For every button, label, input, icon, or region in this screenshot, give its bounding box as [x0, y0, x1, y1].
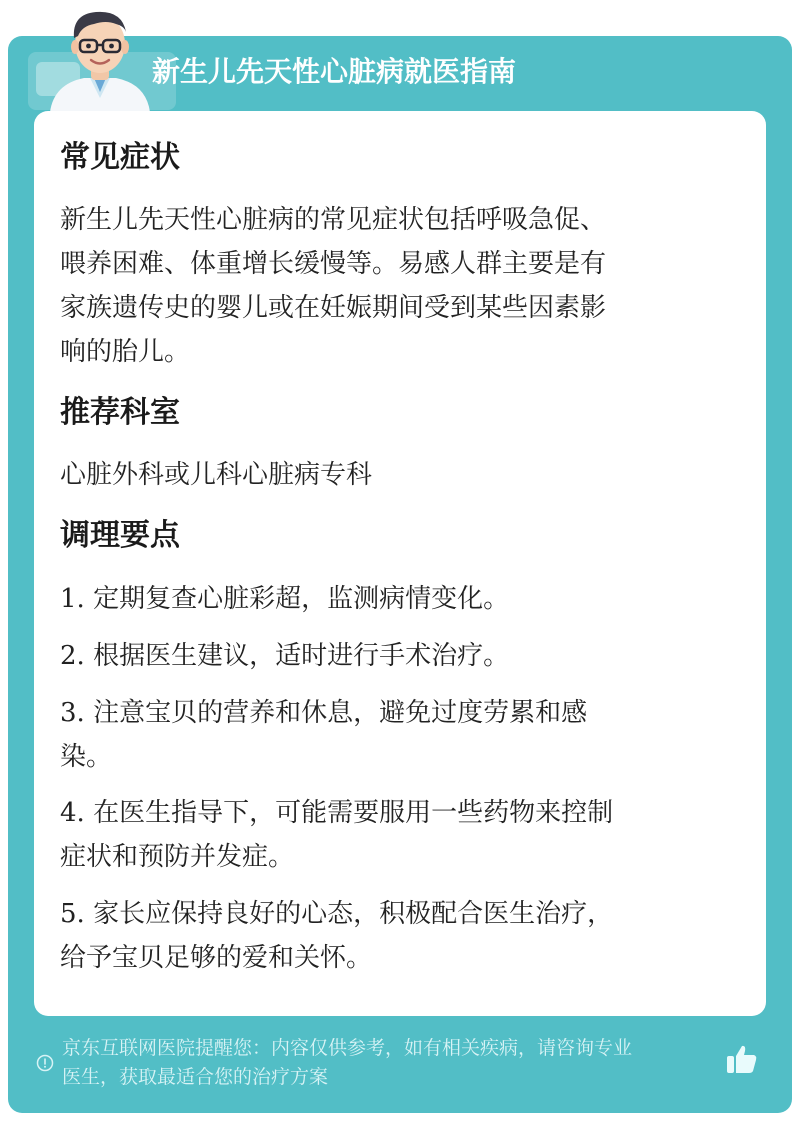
thumbs-up-icon[interactable] — [724, 1041, 760, 1077]
care-item-number: 3. — [60, 698, 85, 728]
care-item — [60, 577, 740, 621]
section-title-department: 推荐科室 — [60, 395, 180, 430]
symptoms-line: 喂养困难、体重增长缓慢等。易感人群主要是有 — [60, 249, 607, 279]
care-item — [60, 691, 740, 779]
doctor-avatar-icon — [44, 2, 156, 112]
section-title-care: 调理要点 — [60, 518, 180, 553]
care-item — [60, 892, 740, 980]
symptoms-line: 响的胎儿。 — [60, 337, 191, 367]
symptoms-line: 新生儿先天性心脏病的常见症状包括呼吸急促、 — [60, 205, 607, 235]
care-item-text: 定期复查心脏彩超，监测病情变化。 — [93, 584, 510, 614]
care-item-text: 家长应保持良好的心态，积极配合医生治疗， — [93, 899, 614, 929]
symptoms-line: 家族遗传史的婴儿或在妊娠期间受到某些因素影 — [60, 293, 607, 323]
department-text: 心脏外科或儿科心脏病专科 — [60, 460, 373, 490]
care-item-text: 根据医生建议，适时进行手术治疗。 — [93, 641, 510, 671]
care-item-number: 5. — [60, 899, 85, 929]
care-item — [60, 634, 740, 678]
care-item-number: 1. — [60, 584, 85, 614]
care-item-text: 症状和预防并发症。 — [60, 842, 295, 872]
disclaimer-line: 京东互联网医院提醒您：内容仅供参考，如有相关疾病，请咨询专业 — [62, 1037, 633, 1059]
info-icon — [36, 1054, 54, 1072]
disclaimer-line: 医生，获取最适合您的治疗方案 — [62, 1066, 329, 1088]
symptoms-text — [60, 198, 740, 374]
care-item-number: 4. — [60, 798, 85, 828]
care-item-text: 在医生指导下，可能需要服用一些药物来控制 — [93, 798, 614, 828]
disclaimer — [62, 1034, 724, 1092]
care-item-text: 染。 — [60, 742, 113, 772]
care-item — [60, 791, 740, 879]
page-title: 新生儿先天性心脏病就医指南 — [152, 55, 517, 88]
care-item-text: 给予宝贝足够的爱和关怀。 — [60, 943, 373, 973]
section-title-symptoms: 常见症状 — [60, 140, 180, 175]
care-item-text: 注意宝贝的营养和休息，避免过度劳累和感 — [93, 698, 588, 728]
care-item-number: 2. — [60, 641, 85, 671]
